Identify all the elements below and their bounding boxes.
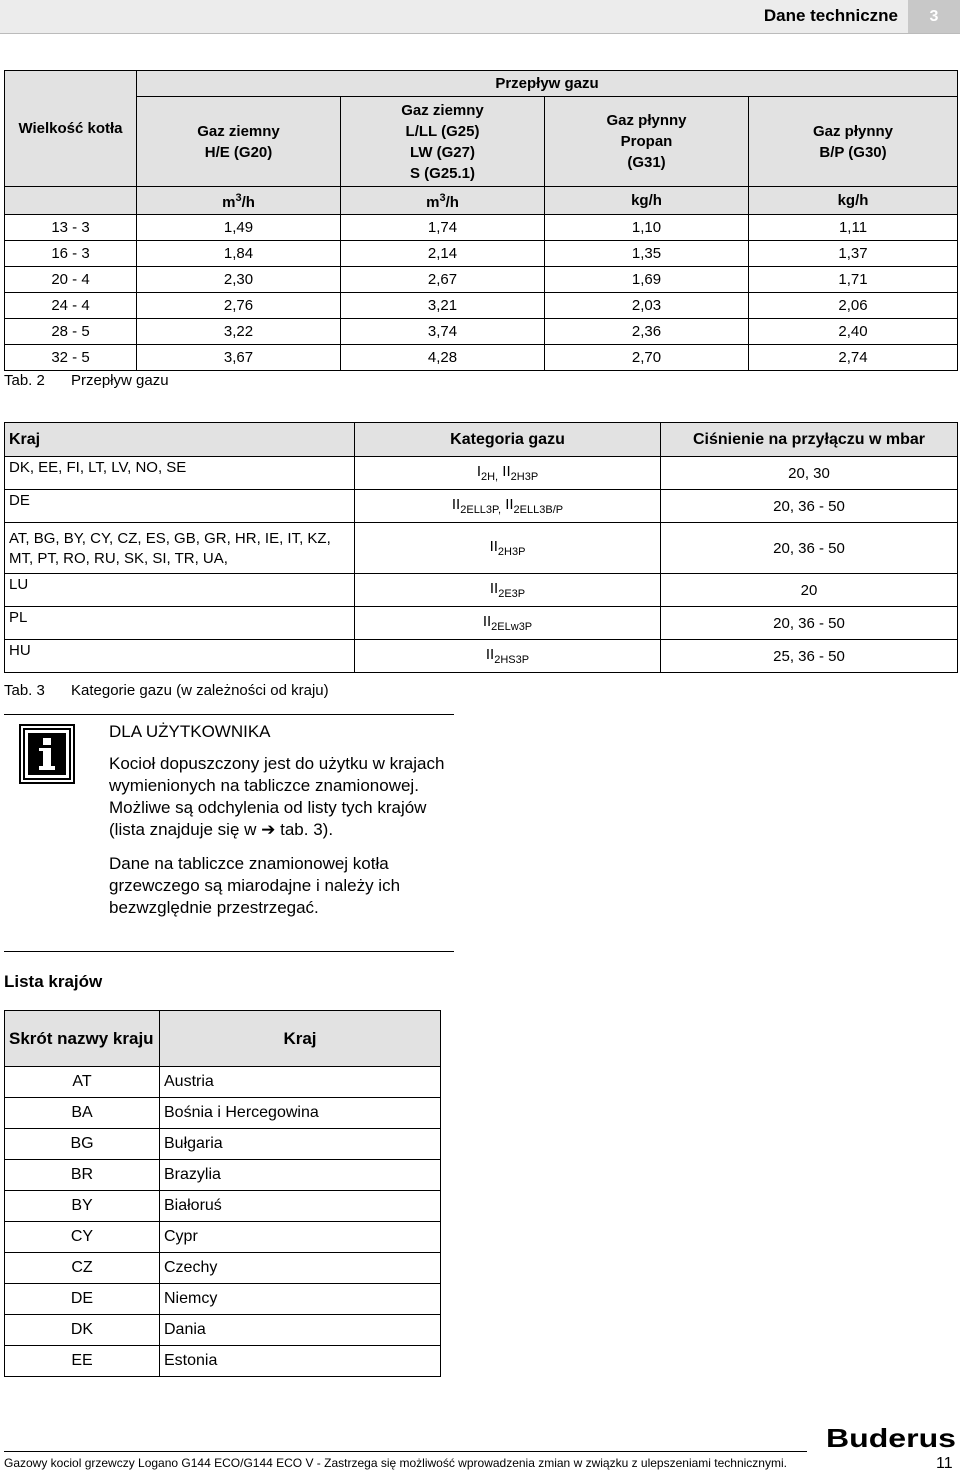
col-g20: Gaz ziemny H/E (G20) bbox=[137, 97, 341, 187]
table-row bbox=[5, 215, 958, 241]
gas-category-cell: $II_{2ELw3P}$ bbox=[355, 607, 661, 640]
list-item bbox=[5, 1160, 441, 1191]
col-cisnienie: Ciśnienie na przyłączu w mbar bbox=[661, 423, 958, 457]
table-row bbox=[5, 267, 958, 293]
col-country: Kraj bbox=[160, 1011, 441, 1067]
list-item bbox=[5, 1067, 441, 1098]
pressure-cell: 20, 36 - 50 bbox=[661, 607, 958, 640]
flow-value-cell: 3,74 bbox=[341, 319, 545, 345]
table-row bbox=[5, 241, 958, 267]
flow-value-cell: 2,67 bbox=[341, 267, 545, 293]
list-item bbox=[5, 1253, 441, 1284]
gas-category-table bbox=[4, 422, 958, 673]
list-item bbox=[5, 1098, 441, 1129]
pressure-cell: 20, 36 - 50 bbox=[661, 523, 958, 574]
country-name: Austria bbox=[160, 1067, 441, 1098]
country-cell: HU bbox=[5, 640, 355, 673]
flow-value-cell: 2,30 bbox=[137, 267, 341, 293]
col-g31: Gaz płynny Propan (G31) bbox=[545, 97, 749, 187]
table-row bbox=[5, 490, 958, 523]
units-empty bbox=[5, 187, 137, 215]
pressure-cell: 25, 36 - 50 bbox=[661, 640, 958, 673]
table-row bbox=[5, 523, 958, 574]
country-name: Cypr bbox=[160, 1222, 441, 1253]
caption-number: Tab. 2 bbox=[4, 372, 45, 389]
col-g25: Gaz ziemny L/LL (G25) LW (G27) S (G25.1) bbox=[341, 97, 545, 187]
gas-category-cell: $II_{2ELL3P,}$ $II_{2ELL3B/P}$ bbox=[355, 490, 661, 523]
country-code: BY bbox=[5, 1191, 160, 1222]
info-icon bbox=[19, 724, 75, 784]
flow-value-cell: 2,03 bbox=[545, 293, 749, 319]
boiler-size-cell: 28 - 5 bbox=[5, 319, 137, 345]
footer-rule bbox=[4, 1451, 807, 1452]
pressure-cell: 20, 30 bbox=[661, 457, 958, 490]
flow-value-cell: 1,84 bbox=[137, 241, 341, 267]
flow-value-cell: 2,36 bbox=[545, 319, 749, 345]
boiler-size-cell: 24 - 4 bbox=[5, 293, 137, 319]
flow-value-cell: 1,11 bbox=[749, 215, 958, 241]
flow-value-cell: 2,06 bbox=[749, 293, 958, 319]
country-code: AT bbox=[5, 1067, 160, 1098]
flow-value-cell: 3,21 bbox=[341, 293, 545, 319]
table-caption bbox=[4, 682, 329, 699]
country-code: DK bbox=[5, 1315, 160, 1346]
info-note bbox=[109, 721, 454, 931]
caption-text: Kategorie gazu (w zależności od kraju) bbox=[71, 682, 329, 699]
country-name: Niemcy bbox=[160, 1284, 441, 1315]
unit-cell: $m^3/h$ bbox=[137, 187, 341, 215]
flow-value-cell: 1,71 bbox=[749, 267, 958, 293]
col-kategoria: Kategoria gazu bbox=[355, 423, 661, 457]
boiler-size-cell: 16 - 3 bbox=[5, 241, 137, 267]
country-cell: DE bbox=[5, 490, 355, 523]
info-rule-top bbox=[4, 714, 454, 715]
country-code: EE bbox=[5, 1346, 160, 1377]
flow-value-cell: 3,67 bbox=[137, 345, 341, 371]
arrow-right-icon: ➔ bbox=[261, 820, 276, 839]
table-row bbox=[5, 293, 958, 319]
flow-value-cell: 1,74 bbox=[341, 215, 545, 241]
boiler-size-cell: 32 - 5 bbox=[5, 345, 137, 371]
flow-value-cell: 2,74 bbox=[749, 345, 958, 371]
flow-value-cell: 1,69 bbox=[545, 267, 749, 293]
caption-text: Przepływ gazu bbox=[71, 372, 169, 389]
country-code: BG bbox=[5, 1129, 160, 1160]
unit-cell: $m^3/h$ bbox=[341, 187, 545, 215]
buderus-logo bbox=[826, 1425, 958, 1451]
flow-value-cell: 3,22 bbox=[137, 319, 341, 345]
list-item bbox=[5, 1315, 441, 1346]
list-item bbox=[5, 1129, 441, 1160]
unit-cell: kg/h bbox=[545, 187, 749, 215]
caption-number: Tab. 3 bbox=[4, 682, 45, 699]
pressure-cell: 20, 36 - 50 bbox=[661, 490, 958, 523]
country-cell: LU bbox=[5, 574, 355, 607]
table-row bbox=[5, 345, 958, 371]
country-name: Brazylia bbox=[160, 1160, 441, 1191]
table-row bbox=[5, 457, 958, 490]
gas-flow-table bbox=[4, 70, 958, 371]
col-abbrev: Skrót nazwy kraju bbox=[5, 1011, 160, 1067]
country-name: Czechy bbox=[160, 1253, 441, 1284]
section-title: Dane techniczne bbox=[763, 6, 898, 25]
table-row bbox=[5, 607, 958, 640]
country-cell: AT, BG, BY, CY, CZ, ES, GB, GR, HR, IE, IT, KZ, MT, PT, RO, RU, SK, SI, TR, UA, bbox=[5, 523, 355, 574]
boiler-size-cell: 20 - 4 bbox=[5, 267, 137, 293]
flow-value-cell: 2,76 bbox=[137, 293, 341, 319]
list-item bbox=[5, 1346, 441, 1377]
country-name: Estonia bbox=[160, 1346, 441, 1377]
country-code: CZ bbox=[5, 1253, 160, 1284]
table-row bbox=[5, 574, 958, 607]
flow-value-cell: 2,70 bbox=[545, 345, 749, 371]
info-paragraph: Kocioł dopuszczony jest do użytku w krajach wymienionych na tabliczce znamionowej. Możliwe są odchylenia od listy tych krajów (lista znajduje się w ➔ tab. 3). bbox=[109, 754, 445, 839]
country-code: DE bbox=[5, 1284, 160, 1315]
col-kraj: Kraj bbox=[5, 423, 355, 457]
page-number: 11 bbox=[936, 1455, 953, 1472]
flow-value-cell: 1,10 bbox=[545, 215, 749, 241]
flow-value-cell: 1,49 bbox=[137, 215, 341, 241]
table-caption bbox=[4, 372, 169, 389]
list-item bbox=[5, 1284, 441, 1315]
flow-value-cell: 2,14 bbox=[341, 241, 545, 267]
flow-value-cell: 4,28 bbox=[341, 345, 545, 371]
info-paragraph: Dane na tabliczce znamionowej kotła grzewczego są miarodajne i należy ich bezwzględnie przestrzegać. bbox=[109, 854, 401, 917]
pressure-cell: 20 bbox=[661, 574, 958, 607]
boiler-size-cell: 13 - 3 bbox=[5, 215, 137, 241]
country-code: BA bbox=[5, 1098, 160, 1129]
country-list-table bbox=[4, 1010, 441, 1377]
country-code: CY bbox=[5, 1222, 160, 1253]
unit-cell: kg/h bbox=[749, 187, 958, 215]
flow-value-cell: 1,37 bbox=[749, 241, 958, 267]
gas-category-cell: $II_{2E3P}$ bbox=[355, 574, 661, 607]
info-title: DLA UŻYTKOWNIKA bbox=[109, 722, 271, 741]
table-row bbox=[5, 319, 958, 345]
country-name: Białoruś bbox=[160, 1191, 441, 1222]
gas-category-cell: $II_{2HS3P}$ bbox=[355, 640, 661, 673]
col-g30: Gaz płynny B/P (G30) bbox=[749, 97, 958, 187]
country-list-title: Lista krajów bbox=[4, 972, 103, 991]
country-cell: PL bbox=[5, 607, 355, 640]
list-item bbox=[5, 1191, 441, 1222]
list-item bbox=[5, 1222, 441, 1253]
gas-category-cell: $II_{2H3P}$ bbox=[355, 523, 661, 574]
col-boiler-size: Wielkość kotła bbox=[5, 71, 137, 187]
country-cell: DK, EE, FI, LT, LV, NO, SE bbox=[5, 457, 355, 490]
table-row bbox=[5, 640, 958, 673]
info-rule-bottom bbox=[4, 951, 454, 952]
svg-text:Buderus: Buderus bbox=[826, 1425, 956, 1451]
chapter-number: 3 bbox=[908, 0, 960, 33]
flow-value-cell: 1,35 bbox=[545, 241, 749, 267]
country-code: BR bbox=[5, 1160, 160, 1191]
group-header: Przepływ gazu bbox=[137, 71, 958, 97]
gas-category-cell: $I_{2H,}$ $II_{2H3P}$ bbox=[355, 457, 661, 490]
country-name: Bułgaria bbox=[160, 1129, 441, 1160]
flow-value-cell: 2,40 bbox=[749, 319, 958, 345]
country-name: Dania bbox=[160, 1315, 441, 1346]
country-name: Bośnia i Hercegowina bbox=[160, 1098, 441, 1129]
footer-text: Gazowy kociol grzewczy Logano G144 ECO/G144 ECO V - Zastrzega się możliwość wprowadzenia zmian w związku z ulepszeniami technicznymi. bbox=[4, 1456, 787, 1470]
